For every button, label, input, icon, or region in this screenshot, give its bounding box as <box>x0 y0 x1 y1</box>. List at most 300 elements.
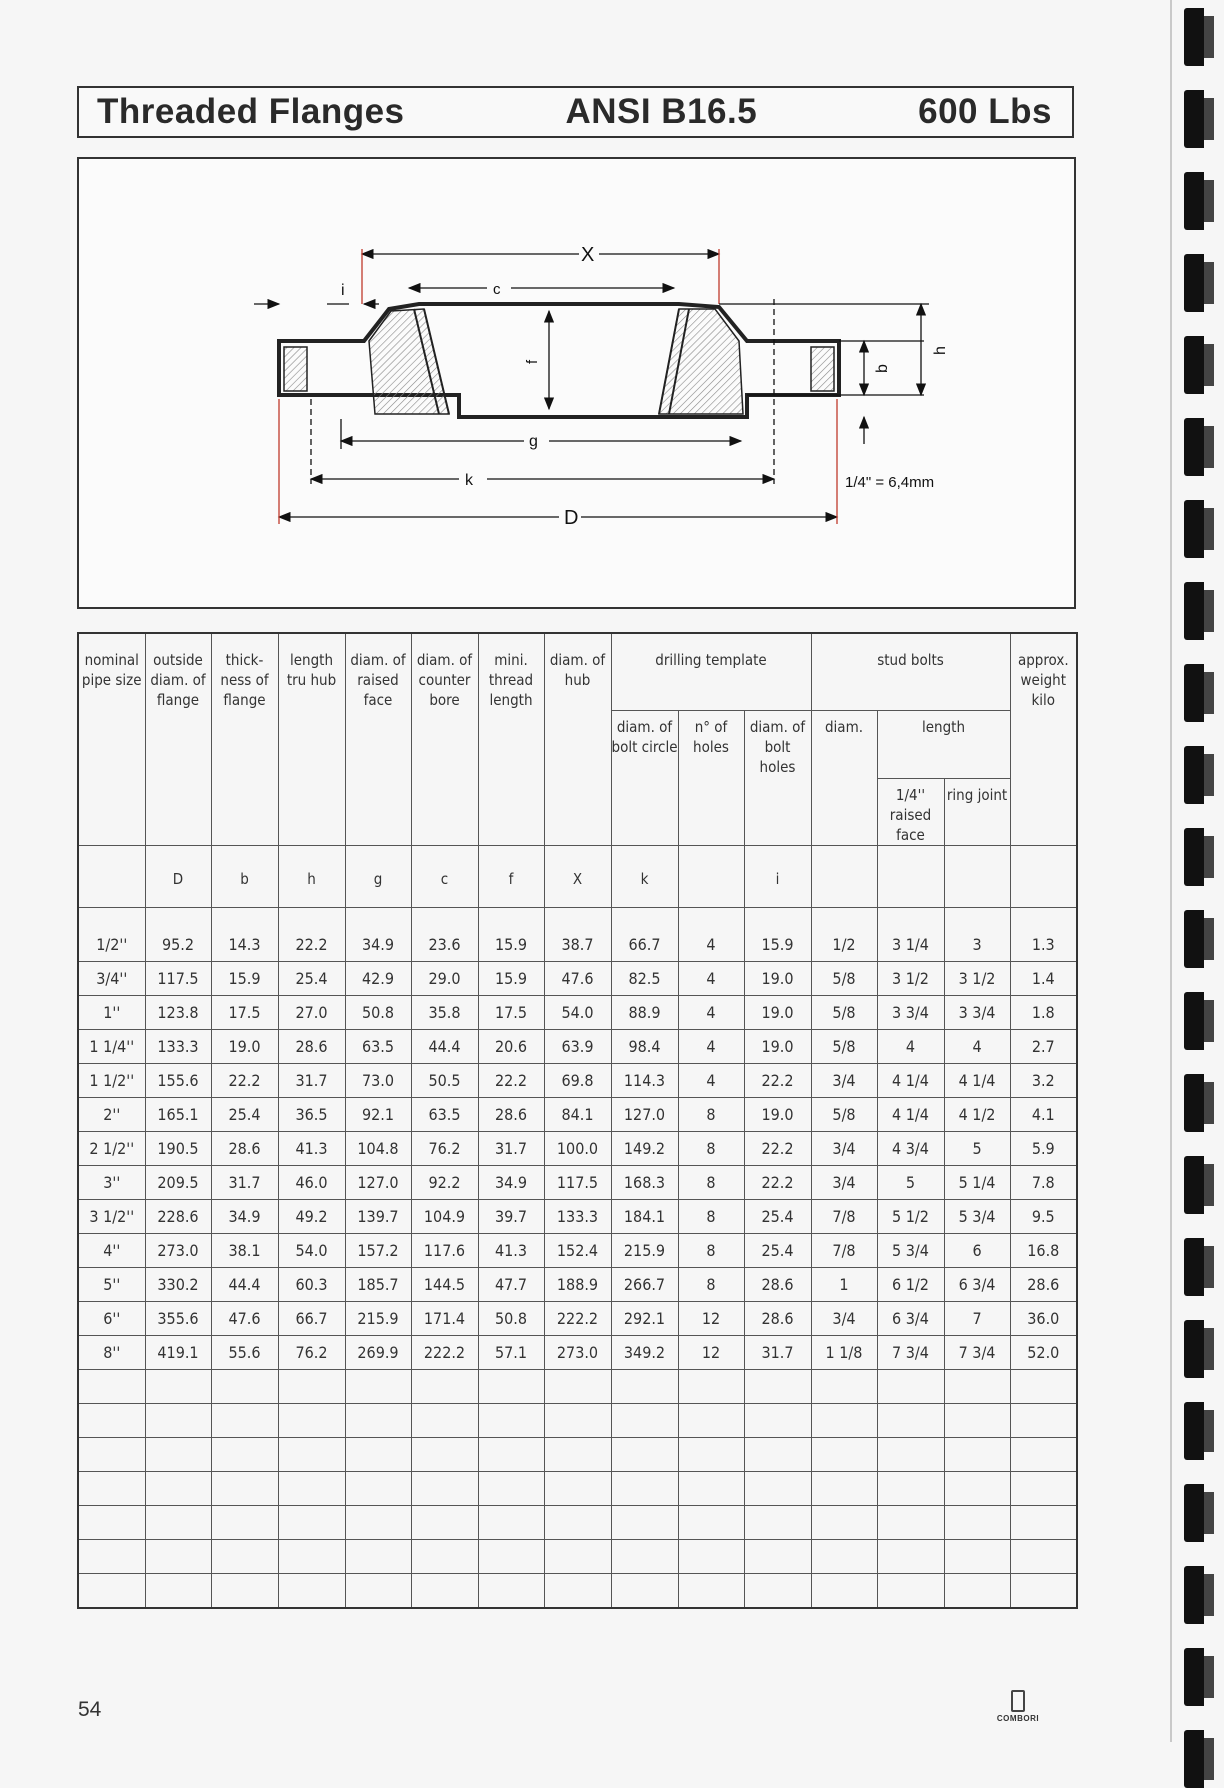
table-cell: 123.8 <box>145 995 211 1029</box>
symbol-cell: X <box>544 845 611 907</box>
table-cell: 19.0 <box>744 995 811 1029</box>
table-cell: 157.2 <box>345 1233 411 1267</box>
table-cell: 31.7 <box>478 1131 544 1165</box>
table-cell: 4 1/4 <box>944 1063 1010 1097</box>
table-cell: 1.4 <box>1010 961 1077 995</box>
empty-cell <box>1010 1369 1077 1403</box>
table-cell: 44.4 <box>211 1267 278 1301</box>
table-cell: 222.2 <box>544 1301 611 1335</box>
table-cell: 31.7 <box>278 1063 345 1097</box>
table-cell: 273.0 <box>145 1233 211 1267</box>
table-cell: 4 1/2 <box>944 1097 1010 1131</box>
empty-cell <box>278 1573 345 1608</box>
empty-cell <box>744 1471 811 1505</box>
table-cell: 76.2 <box>278 1335 345 1369</box>
table-cell: 34.9 <box>345 907 411 961</box>
table-cell: 190.5 <box>145 1131 211 1165</box>
empty-cell <box>944 1437 1010 1471</box>
table-cell: 4 <box>678 1029 744 1063</box>
empty-cell <box>544 1505 611 1539</box>
empty-cell <box>811 1539 877 1573</box>
page-edge <box>1170 0 1172 1742</box>
hatched-sections <box>284 309 834 414</box>
table-cell: 292.1 <box>611 1301 678 1335</box>
empty-cell <box>611 1437 678 1471</box>
empty-cell <box>811 1505 877 1539</box>
empty-cell <box>211 1403 278 1437</box>
empty-cell <box>411 1539 478 1573</box>
table-cell: 4 <box>678 1063 744 1097</box>
label-raised-face-note: 1/4" = 6,4mm <box>845 474 935 491</box>
empty-cell <box>611 1573 678 1608</box>
flange-body <box>279 304 839 417</box>
empty-cell <box>78 1573 145 1608</box>
empty-cell <box>944 1505 1010 1539</box>
table-cell: 47.6 <box>211 1301 278 1335</box>
empty-cell <box>877 1471 944 1505</box>
table-cell: 168.3 <box>611 1165 678 1199</box>
table-cell: 7/8 <box>811 1199 877 1233</box>
spiral-binding <box>1154 0 1224 1742</box>
table-cell: 1 1/8 <box>811 1335 877 1369</box>
table-cell: 4 <box>877 1029 944 1063</box>
label-d: D <box>564 507 579 529</box>
table-cell: 222.2 <box>411 1335 478 1369</box>
empty-cell <box>678 1403 744 1437</box>
header-bolt-circle: diam. of bolt circle <box>611 710 678 845</box>
standard-label: ANSI B16.5 <box>565 92 758 131</box>
table-cell: 155.6 <box>145 1063 211 1097</box>
table-cell: 114.3 <box>611 1063 678 1097</box>
table-cell: 28.6 <box>278 1029 345 1063</box>
table-cell: 28.6 <box>1010 1267 1077 1301</box>
table-cell: 2.7 <box>1010 1029 1077 1063</box>
table-row <box>78 1301 1077 1335</box>
empty-cell <box>544 1403 611 1437</box>
table-cell: 269.9 <box>345 1335 411 1369</box>
empty-cell <box>278 1505 345 1539</box>
table-cell: 6 3/4 <box>944 1267 1010 1301</box>
table-cell: 63.9 <box>544 1029 611 1063</box>
table-cell: 42.9 <box>345 961 411 995</box>
table-cell: 19.0 <box>211 1029 278 1063</box>
label-h: h <box>932 346 949 355</box>
symbol-cell <box>78 845 145 907</box>
table-cell: 3 1/4 <box>877 907 944 961</box>
table-cell: 1/2 <box>811 907 877 961</box>
header-stud-bolts: stud bolts <box>811 633 1010 710</box>
symbol-cell <box>811 845 877 907</box>
binding-ring <box>1184 1156 1204 1214</box>
table-cell: 1.3 <box>1010 907 1077 961</box>
header-counter-bore: diam. of counter bore <box>411 633 478 845</box>
symbol-cell: h <box>278 845 345 907</box>
empty-cell <box>411 1437 478 1471</box>
header-thickness: thick- ness of flange <box>211 633 278 845</box>
table-cell: 6'' <box>78 1301 145 1335</box>
empty-cell <box>278 1403 345 1437</box>
empty-cell <box>611 1505 678 1539</box>
table-cell: 4'' <box>78 1233 145 1267</box>
empty-cell <box>478 1505 544 1539</box>
table-cell: 66.7 <box>611 907 678 961</box>
empty-cell <box>811 1573 877 1608</box>
empty-cell <box>944 1403 1010 1437</box>
table-row <box>78 961 1077 995</box>
table-cell: 3/4 <box>811 1131 877 1165</box>
table-cell: 188.9 <box>544 1267 611 1301</box>
table-cell: 31.7 <box>211 1165 278 1199</box>
table-cell: 17.5 <box>211 995 278 1029</box>
table-row <box>78 1063 1077 1097</box>
header-raised-face: diam. of raised face <box>345 633 411 845</box>
binding-ring <box>1184 1238 1204 1296</box>
table-cell: 117.5 <box>544 1165 611 1199</box>
table-cell: 3 3/4 <box>944 995 1010 1029</box>
symbol-cell: k <box>611 845 678 907</box>
empty-cell <box>278 1471 345 1505</box>
binding-ring <box>1184 1648 1204 1706</box>
empty-row <box>78 1403 1077 1437</box>
table-cell: 2 1/2'' <box>78 1131 145 1165</box>
table-cell: 8 <box>678 1267 744 1301</box>
empty-cell <box>877 1505 944 1539</box>
table-cell: 28.6 <box>478 1097 544 1131</box>
table-cell: 127.0 <box>345 1165 411 1199</box>
table-cell: 28.6 <box>744 1301 811 1335</box>
table-cell: 36.0 <box>1010 1301 1077 1335</box>
empty-cell <box>345 1369 411 1403</box>
empty-cell <box>211 1471 278 1505</box>
table-cell: 15.9 <box>478 907 544 961</box>
binding-ring <box>1184 664 1204 722</box>
empty-cell <box>145 1505 211 1539</box>
binding-ring <box>1184 1484 1204 1542</box>
header-stud-length: length <box>877 710 1010 778</box>
table-cell: 100.0 <box>544 1131 611 1165</box>
symbol-cell <box>1010 845 1077 907</box>
table-row <box>78 1097 1077 1131</box>
label-b: b <box>874 364 891 373</box>
table-cell: 82.5 <box>611 961 678 995</box>
empty-cell <box>411 1369 478 1403</box>
empty-row <box>78 1369 1077 1403</box>
header-hub-diam: diam. of hub <box>544 633 611 845</box>
binding-ring <box>1184 254 1204 312</box>
table-cell: 8 <box>678 1131 744 1165</box>
binding-ring <box>1184 90 1204 148</box>
table-cell: 41.3 <box>478 1233 544 1267</box>
empty-cell <box>478 1369 544 1403</box>
table-cell: 5/8 <box>811 1097 877 1131</box>
empty-cell <box>345 1573 411 1608</box>
header-stud-diam: diam. <box>811 710 877 845</box>
empty-cell <box>744 1403 811 1437</box>
header-thread-length: mini. thread length <box>478 633 544 845</box>
table-row <box>78 995 1077 1029</box>
empty-cell <box>78 1369 145 1403</box>
symbol-cell: c <box>411 845 478 907</box>
table-cell: 5 3/4 <box>944 1199 1010 1233</box>
empty-cell <box>611 1403 678 1437</box>
table-cell: 1'' <box>78 995 145 1029</box>
table-cell: 66.7 <box>278 1301 345 1335</box>
empty-cell <box>877 1539 944 1573</box>
table-cell: 35.8 <box>411 995 478 1029</box>
empty-cell <box>78 1539 145 1573</box>
table-cell: 5/8 <box>811 1029 877 1063</box>
table-cell: 98.4 <box>611 1029 678 1063</box>
table-row <box>78 1335 1077 1369</box>
table-cell: 19.0 <box>744 1029 811 1063</box>
table-cell: 5'' <box>78 1267 145 1301</box>
table-cell: 3.2 <box>1010 1063 1077 1097</box>
table-cell: 92.2 <box>411 1165 478 1199</box>
table-cell: 3 1/2 <box>944 961 1010 995</box>
binding-ring <box>1184 1566 1204 1624</box>
table-cell: 17.5 <box>478 995 544 1029</box>
empty-cell <box>1010 1437 1077 1471</box>
empty-cell <box>145 1471 211 1505</box>
table-cell: 273.0 <box>544 1335 611 1369</box>
empty-cell <box>211 1369 278 1403</box>
table-cell: 52.0 <box>1010 1335 1077 1369</box>
table-row <box>78 1165 1077 1199</box>
table-cell: 7 3/4 <box>944 1335 1010 1369</box>
empty-cell <box>478 1403 544 1437</box>
table-cell: 29.0 <box>411 961 478 995</box>
table-cell: 7.8 <box>1010 1165 1077 1199</box>
table-cell: 22.2 <box>744 1165 811 1199</box>
binding-ring <box>1184 746 1204 804</box>
table-cell: 117.5 <box>145 961 211 995</box>
table-cell: 15.9 <box>478 961 544 995</box>
table-row <box>78 1233 1077 1267</box>
empty-cell <box>345 1505 411 1539</box>
brand-mark-icon <box>1011 1690 1025 1712</box>
flange-diagram <box>77 157 1076 609</box>
empty-cell <box>744 1505 811 1539</box>
empty-cell <box>811 1471 877 1505</box>
table-cell: 50.8 <box>478 1301 544 1335</box>
empty-cell <box>211 1573 278 1608</box>
table-cell: 8 <box>678 1097 744 1131</box>
empty-cell <box>811 1403 877 1437</box>
table-cell: 88.9 <box>611 995 678 1029</box>
empty-cell <box>145 1437 211 1471</box>
empty-row <box>78 1471 1077 1505</box>
table-cell: 133.3 <box>544 1199 611 1233</box>
empty-cell <box>345 1539 411 1573</box>
brand-logo <box>988 1690 1048 1723</box>
empty-cell <box>744 1573 811 1608</box>
table-cell: 184.1 <box>611 1199 678 1233</box>
table-cell: 4 <box>678 907 744 961</box>
label-f: f <box>524 359 541 364</box>
table-cell: 5 <box>877 1165 944 1199</box>
empty-cell <box>478 1539 544 1573</box>
binding-ring <box>1184 910 1204 968</box>
empty-cell <box>678 1505 744 1539</box>
table-row <box>78 1199 1077 1233</box>
empty-cell <box>611 1369 678 1403</box>
table-cell: 165.1 <box>145 1097 211 1131</box>
table-cell: 104.8 <box>345 1131 411 1165</box>
table-cell: 171.4 <box>411 1301 478 1335</box>
table-cell: 12 <box>678 1335 744 1369</box>
empty-cell <box>944 1471 1010 1505</box>
table-cell: 60.3 <box>278 1267 345 1301</box>
table-cell: 84.1 <box>544 1097 611 1131</box>
table-cell: 7/8 <box>811 1233 877 1267</box>
table-cell: 4 1/4 <box>877 1097 944 1131</box>
empty-cell <box>678 1471 744 1505</box>
table-cell: 76.2 <box>411 1131 478 1165</box>
table-cell: 34.9 <box>211 1199 278 1233</box>
empty-cell <box>744 1369 811 1403</box>
table-cell: 54.0 <box>544 995 611 1029</box>
table-cell: 419.1 <box>145 1335 211 1369</box>
label-x: X <box>581 244 595 266</box>
empty-cell <box>544 1539 611 1573</box>
table-cell: 149.2 <box>611 1131 678 1165</box>
table-row <box>78 1029 1077 1063</box>
table-cell: 3/4'' <box>78 961 145 995</box>
binding-ring <box>1184 828 1204 886</box>
table-cell: 73.0 <box>345 1063 411 1097</box>
brand-name: COMBORI <box>996 1714 1040 1723</box>
empty-cell <box>877 1369 944 1403</box>
table-cell: 22.2 <box>744 1063 811 1097</box>
empty-cell <box>678 1437 744 1471</box>
label-k: k <box>465 472 473 489</box>
header-drilling-template: drilling template <box>611 633 811 710</box>
empty-cell <box>478 1471 544 1505</box>
empty-row <box>78 1437 1077 1471</box>
table-cell: 28.6 <box>744 1267 811 1301</box>
table-cell: 27.0 <box>278 995 345 1029</box>
table-cell: 9.5 <box>1010 1199 1077 1233</box>
empty-row <box>78 1539 1077 1573</box>
header-ring-joint: ring joint <box>944 778 1010 845</box>
table-cell: 6 <box>944 1233 1010 1267</box>
empty-cell <box>877 1437 944 1471</box>
symbol-cell <box>678 845 744 907</box>
table-cell: 117.6 <box>411 1233 478 1267</box>
header-length-hub: length tru hub <box>278 633 345 845</box>
flange-cross-section <box>79 159 1078 611</box>
empty-cell <box>611 1471 678 1505</box>
table-cell: 3 1/2 <box>877 961 944 995</box>
table-cell: 1 1/2'' <box>78 1063 145 1097</box>
empty-cell <box>411 1573 478 1608</box>
table-cell: 22.2 <box>744 1131 811 1165</box>
symbol-cell <box>944 845 1010 907</box>
binding-ring <box>1184 500 1204 558</box>
table-cell: 47.7 <box>478 1267 544 1301</box>
page-number: 54 <box>78 1698 102 1721</box>
table-cell: 8'' <box>78 1335 145 1369</box>
binding-ring <box>1184 172 1204 230</box>
empty-cell <box>145 1573 211 1608</box>
empty-cell <box>78 1471 145 1505</box>
header-raised-face-length: 1/4'' raised face <box>877 778 944 845</box>
table-cell: 54.0 <box>278 1233 345 1267</box>
empty-cell <box>877 1403 944 1437</box>
empty-cell <box>211 1505 278 1539</box>
empty-cell <box>211 1539 278 1573</box>
table-cell: 3/4 <box>811 1301 877 1335</box>
table-cell: 25.4 <box>278 961 345 995</box>
binding-ring <box>1184 582 1204 640</box>
table-cell: 1 1/4'' <box>78 1029 145 1063</box>
table-cell: 152.4 <box>544 1233 611 1267</box>
empty-cell <box>678 1369 744 1403</box>
table-row <box>78 907 1077 961</box>
table-cell: 4 <box>944 1029 1010 1063</box>
empty-cell <box>411 1471 478 1505</box>
table-cell: 49.2 <box>278 1199 345 1233</box>
empty-cell <box>345 1403 411 1437</box>
table-cell: 8 <box>678 1199 744 1233</box>
empty-cell <box>78 1505 145 1539</box>
label-g: g <box>529 433 538 450</box>
table-cell: 7 <box>944 1301 1010 1335</box>
empty-cell <box>544 1437 611 1471</box>
empty-cell <box>78 1403 145 1437</box>
table-cell: 2'' <box>78 1097 145 1131</box>
table-cell: 3/4 <box>811 1063 877 1097</box>
symbol-cell <box>877 845 944 907</box>
empty-cell <box>544 1369 611 1403</box>
header-outside-diam: outside diam. of flange <box>145 633 211 845</box>
empty-cell <box>345 1471 411 1505</box>
table-cell: 4 1/4 <box>877 1063 944 1097</box>
table-cell: 14.3 <box>211 907 278 961</box>
table-cell: 4 3/4 <box>877 1131 944 1165</box>
table-cell: 133.3 <box>145 1029 211 1063</box>
thread-lines <box>414 309 689 414</box>
table-cell: 38.1 <box>211 1233 278 1267</box>
table-cell: 8 <box>678 1233 744 1267</box>
binding-ring <box>1184 418 1204 476</box>
empty-cell <box>544 1471 611 1505</box>
empty-cell <box>78 1437 145 1471</box>
empty-row <box>78 1573 1077 1608</box>
table-cell: 69.8 <box>544 1063 611 1097</box>
empty-cell <box>145 1539 211 1573</box>
empty-cell <box>278 1437 345 1471</box>
table-cell: 63.5 <box>411 1097 478 1131</box>
header-nominal-size: nominal pipe size <box>78 633 145 845</box>
symbol-cell: i <box>744 845 811 907</box>
table-cell: 63.5 <box>345 1029 411 1063</box>
symbol-cell: D <box>145 845 211 907</box>
table-cell: 22.2 <box>278 907 345 961</box>
binding-ring <box>1184 992 1204 1050</box>
table-cell: 50.8 <box>345 995 411 1029</box>
empty-cell <box>944 1573 1010 1608</box>
empty-cell <box>744 1539 811 1573</box>
table-cell: 7 3/4 <box>877 1335 944 1369</box>
table-row <box>78 1267 1077 1301</box>
empty-row <box>78 1505 1077 1539</box>
table-cell: 4 <box>678 961 744 995</box>
table-cell: 47.6 <box>544 961 611 995</box>
symbol-cell: g <box>345 845 411 907</box>
table-cell: 228.6 <box>145 1199 211 1233</box>
empty-cell <box>278 1539 345 1573</box>
